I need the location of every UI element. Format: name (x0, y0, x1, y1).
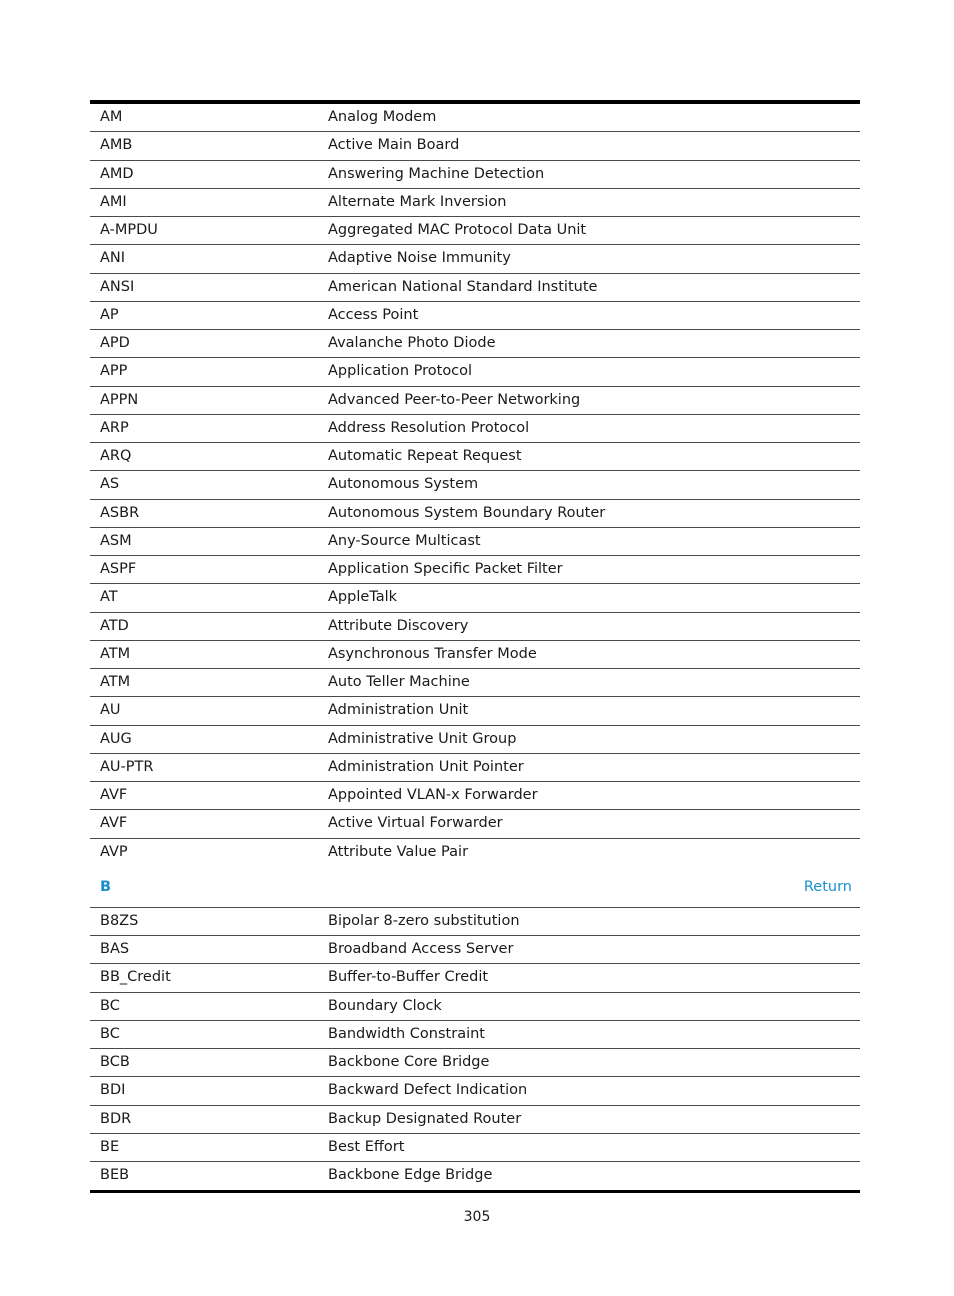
acronym-cell: BE (100, 1138, 120, 1155)
acronym-cell: BEB (100, 1167, 130, 1183)
acronym-cell: APD (100, 335, 130, 351)
definition-cell: Administration Unit Pointer (328, 758, 524, 775)
table-row (90, 754, 860, 782)
definition-cell: Auto Teller Machine (328, 674, 470, 690)
definition-cell: Automatic Repeat Request (328, 448, 522, 464)
acronym-cell: ANI (100, 250, 126, 267)
definition-cell: Access Point (328, 306, 419, 323)
table-row (90, 274, 860, 302)
acronym-cell: BAS (100, 941, 130, 957)
definition-cell: Boundary Clock (328, 997, 442, 1014)
definition-cell: AppleTalk (328, 589, 398, 606)
table-row (90, 964, 860, 992)
acronym-cell: BCB (100, 1054, 130, 1070)
table-row (90, 189, 860, 217)
table-row (90, 810, 860, 838)
table-row (90, 556, 860, 584)
acronym-cell: AVF (100, 787, 128, 803)
definition-cell: Bandwidth Constraint (328, 1025, 485, 1042)
table-row (90, 1021, 860, 1049)
acronym-cell: AMD (100, 165, 134, 182)
acronym-cell: AT (100, 589, 118, 606)
acronym-cell: ATM (100, 674, 131, 690)
acronym-cell: APP (100, 363, 128, 380)
acronym-cell: BC (100, 1025, 120, 1042)
definition-cell: Backbone Core Bridge (328, 1054, 490, 1070)
definition-cell: Best Effort (328, 1138, 405, 1155)
table-row (90, 1106, 860, 1134)
table-row (90, 161, 860, 189)
table-row (90, 726, 860, 754)
table-row (90, 613, 860, 641)
acronym-cell: APPN (100, 391, 139, 408)
definition-cell: Backbone Edge Bridge (328, 1167, 493, 1183)
table-row (90, 104, 860, 132)
section-header-b (90, 867, 860, 908)
section-letter: B (100, 878, 112, 895)
definition-cell: Appointed VLAN-x Forwarder (328, 787, 538, 803)
table-row (90, 1049, 860, 1077)
table-row (90, 1162, 860, 1190)
definition-cell: Autonomous System (328, 476, 479, 493)
definition-cell: Avalanche Photo Diode (328, 335, 496, 351)
acronym-cell: ANSI (100, 278, 135, 295)
acronym-cell: AU-PTR (100, 758, 154, 775)
table-row (90, 1077, 860, 1105)
acronym-cell: ARP (100, 419, 129, 436)
definition-cell: Adaptive Noise Immunity (328, 250, 511, 267)
table-row (90, 782, 860, 810)
table-row (90, 330, 860, 358)
acronym-cell: A-MPDU (100, 222, 158, 238)
definition-cell: Advanced Peer-to-Peer Networking (328, 391, 581, 408)
table-row (90, 132, 860, 160)
return-link[interactable]: Return (803, 878, 852, 895)
acronym-cell: ASM (100, 532, 132, 549)
definition-cell: Buffer-to-Buffer Credit (328, 969, 489, 986)
table-row (90, 936, 860, 964)
definition-cell: Analog Modem (328, 109, 437, 125)
acronym-cell: B8ZS (100, 912, 139, 929)
definition-cell: Active Main Board (328, 137, 460, 154)
definition-cell: Address Resolution Protocol (328, 419, 530, 436)
table-row (90, 387, 860, 415)
definition-cell: Answering Machine Detection (328, 165, 545, 182)
acronym-cell: ASPF (100, 561, 137, 577)
table-row (90, 358, 860, 386)
table-row (90, 302, 860, 330)
table-row (90, 839, 860, 867)
definition-cell: American National Standard Institute (328, 278, 598, 295)
acronym-cell: BDR (100, 1110, 132, 1127)
table-row (90, 908, 860, 936)
acronym-cell: ATM (100, 645, 131, 662)
definition-cell: Attribute Value Pair (328, 843, 469, 860)
acronym-cell: ARQ (100, 448, 132, 464)
acronym-group-a (90, 104, 860, 867)
definition-cell: Attribute Discovery (328, 617, 469, 634)
definition-cell: Active Virtual Forwarder (328, 815, 503, 832)
definition-cell: Administrative Unit Group (328, 730, 517, 747)
table-row (90, 669, 860, 697)
definition-cell: Administration Unit (328, 702, 469, 719)
table-row (90, 443, 860, 471)
acronym-cell: BC (100, 997, 120, 1014)
table-row (90, 1134, 860, 1162)
acronym-cell: ATD (100, 617, 129, 634)
acronym-cell: AMB (100, 137, 133, 154)
table-row (90, 584, 860, 612)
acronym-cell: AVF (100, 815, 128, 832)
page-number: 305 (463, 1209, 491, 1225)
acronym-cell: BDI (100, 1082, 126, 1099)
acronym-group-b (90, 908, 860, 1191)
table-row (90, 217, 860, 245)
definition-cell: Backward Defect Indication (328, 1082, 528, 1099)
acronym-cell: AMI (100, 193, 127, 210)
definition-cell: Application Protocol (328, 363, 473, 380)
acronym-cell: AVP (100, 843, 128, 860)
acronym-cell: AUG (100, 730, 132, 747)
table-row (90, 641, 860, 669)
definition-cell: Bipolar 8-zero substitution (328, 912, 520, 929)
definition-cell: Application Specific Packet Filter (328, 561, 563, 577)
definition-cell: Alternate Mark Inversion (328, 193, 507, 210)
acronym-table (90, 100, 860, 1193)
definition-cell: Aggregated MAC Protocol Data Unit (328, 222, 587, 238)
acronym-cell: AU (100, 702, 121, 719)
table-row (90, 993, 860, 1021)
table-row (90, 471, 860, 499)
table-row (90, 697, 860, 725)
definition-cell: Asynchronous Transfer Mode (328, 645, 537, 662)
table-row (90, 415, 860, 443)
table-row (90, 528, 860, 556)
table-row (90, 245, 860, 273)
table-row (90, 500, 860, 528)
definition-cell: Any-Source Multicast (328, 532, 481, 549)
acronym-cell: ASBR (100, 504, 140, 521)
acronym-cell: BB_Credit (100, 969, 171, 986)
acronym-cell: AM (100, 109, 123, 125)
acronym-cell: AS (100, 476, 120, 493)
definition-cell: Backup Designated Router (328, 1110, 522, 1127)
definition-cell: Autonomous System Boundary Router (328, 504, 606, 521)
definition-cell: Broadband Access Server (328, 941, 514, 957)
acronym-cell: AP (100, 306, 119, 323)
